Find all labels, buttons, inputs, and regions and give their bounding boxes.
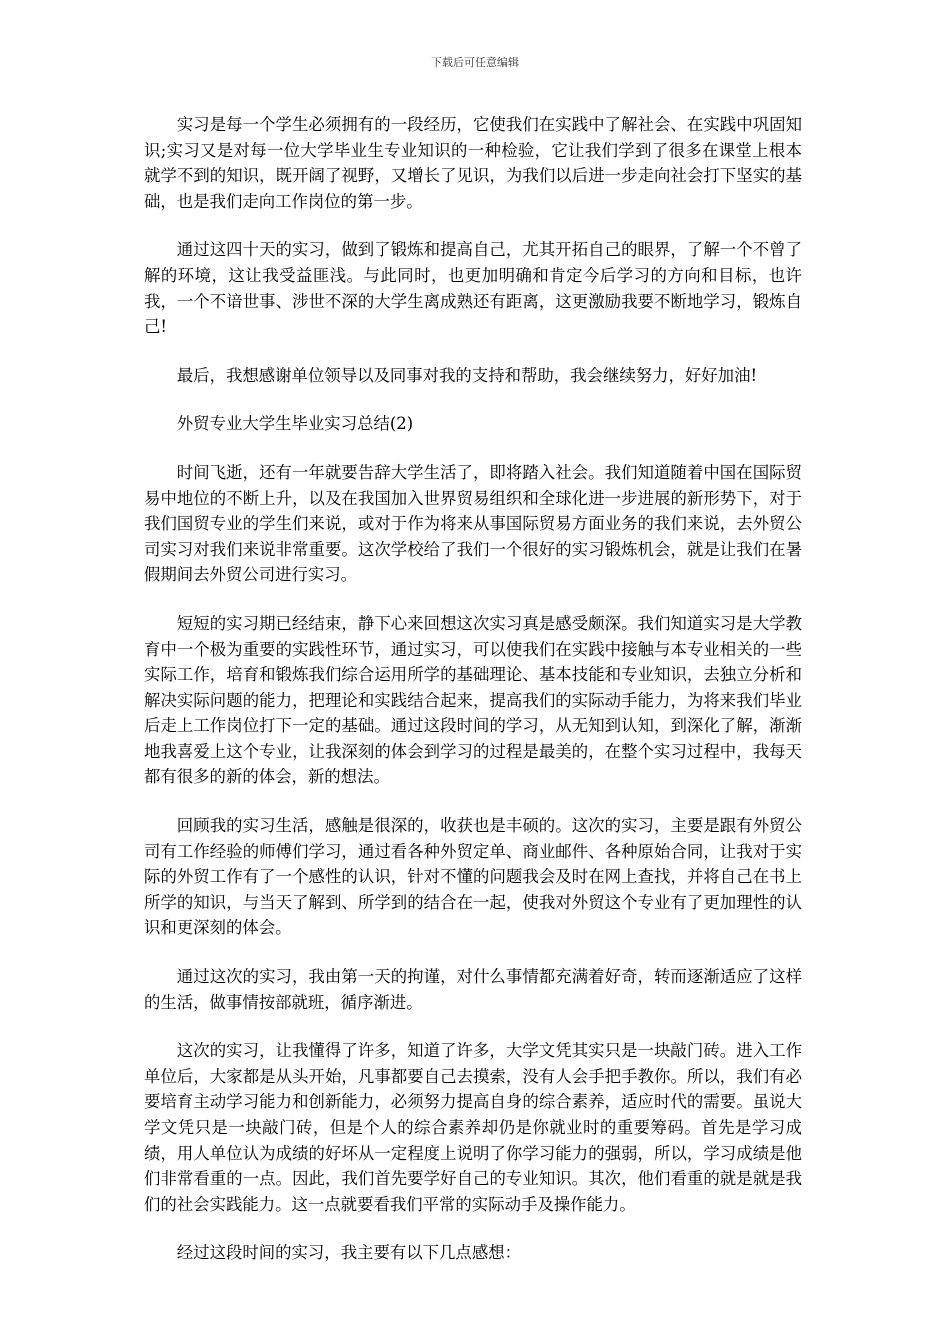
paragraph-forty-days: 通过这四十天的实习，做到了锻炼和提高自己，尤其开拓自己的眼界，了解一个不曾了解的环境，这让我受益匪浅。与此同时，也更加明确和肯定今后学习的方向和目标，也许我，一个不谙世事、涉世不深的大学生离成熟还有距离，这更激励我要不断地学习，锻炼自己! — [144, 240, 802, 337]
paragraph-lessons: 这次的实习，让我懂得了许多，知道了许多，大学文凭其实只是一块敲门砖。进入工作单位后，大家都是从头开始，凡事都要自己去摸索，没有人会手把手教你。所以，我们有必要培育主动学习能力和创新能力，必须努力提高自身的综合素养，适应时代的需要。虽说大学文凭只是一块敲门砖，但是个人的综合素养却仍是你就业时的重要筹码。首先是学习成绩，用人单位认为成绩的好坏从一定程度上说明了你学习能力的强弱，所以，学习成绩是他们非常看重的一点。因此，我们首先要学好自己的专业知识。其次，他们看重的就是就是我们的社会实践能力。这一点就要看我们平常的实际动手及操作能力。 — [144, 1041, 802, 1214]
paragraph-short-internship: 短短的实习期已经结束，静下心来回想这次实习真是感受颇深。我们知道实习是大学教育中一个极为重要的实践性环节，通过实习，可以使我们在实践中接触与本专业相关的一些实际工作，培育和锻炼我们综合运用所学的基础理论、基本技能和专业知识，去独立分析和解决实际问题的能力，把理论和实践结合起来，提高我们的实际动手能力，为将来我们毕业后走上工作岗位打下一定的基础。通过这段时间的学习，从无知到认知，到深化了解，渐渐地我喜爱上这个专业，让我深刻的体会到学习的过程是最美的，在整个实习过程中，我每天都有很多的新的体会，新的想法。 — [144, 613, 802, 787]
paragraph-thoughts: 经过这段时间的实习，我主要有以下几点感想： — [176, 1243, 521, 1263]
section-title: 外贸专业大学生毕业实习总结(2) — [176, 414, 414, 434]
paragraph-intro: 实习是每一个学生必须拥有的一段经历，它使我们在实践中了解社会、在实践中巩固知识;实习又是对每一位大学毕业生专业知识的一种检验，它让我们学到了很多在课堂上根本就学不到的知识，既开阔了视野，又增长了见识，为我们以后进一步走向社会打下坚实的基础，也是我们走向工作岗位的第一步。 — [144, 115, 802, 211]
paragraph-time-flies: 时间飞逝，还有一年就要告辞大学生活了，即将踏入社会。我们知道随着中国在国际贸易中地位的不断上升，以及在我国加入世界贸易组织和全球化进一步进展的新形势下，对于我们国贸专业的学生们来说，或对于作为将来从事国际贸易方面业务的我们来说，去外贸公司实习对我们来说非常重要。这次学校给了我们一个很好的实习锻炼机会，就是让我们在暑假期间去外贸公司进行实习。 — [144, 462, 802, 585]
paragraph-thanks: 最后，我想感谢单位领导以及同事对我的支持和帮助，我会继续努力，好好加油! — [176, 365, 758, 385]
paragraph-review: 回顾我的实习生活，感触是很深的，收获也是丰硕的。这次的实习，主要是跟有外贸公司有工作经验的师傅们学习，通过看各种外贸定单、商业邮件、各种原始合同，让我对于实际的外贸工作有了一个感性的认识，针对不懂的问题我会及时在网上查找，并将自己在书上所学的知识，与当天了解到、所学到的结合在一起，使我对外贸这个专业有了更加理性的认识和更深刻的体会。 — [144, 816, 802, 938]
document-body — [144, 112, 802, 1289]
paragraph-adaptation: 通过这次的实习，我由第一天的拘谨，对什么事情都充满着好奇，转而逐渐适应了这样的生活，做事情按部就班，循序渐进。 — [144, 967, 802, 1012]
page-header-note: 下载后可任意编辑 — [431, 56, 519, 69]
